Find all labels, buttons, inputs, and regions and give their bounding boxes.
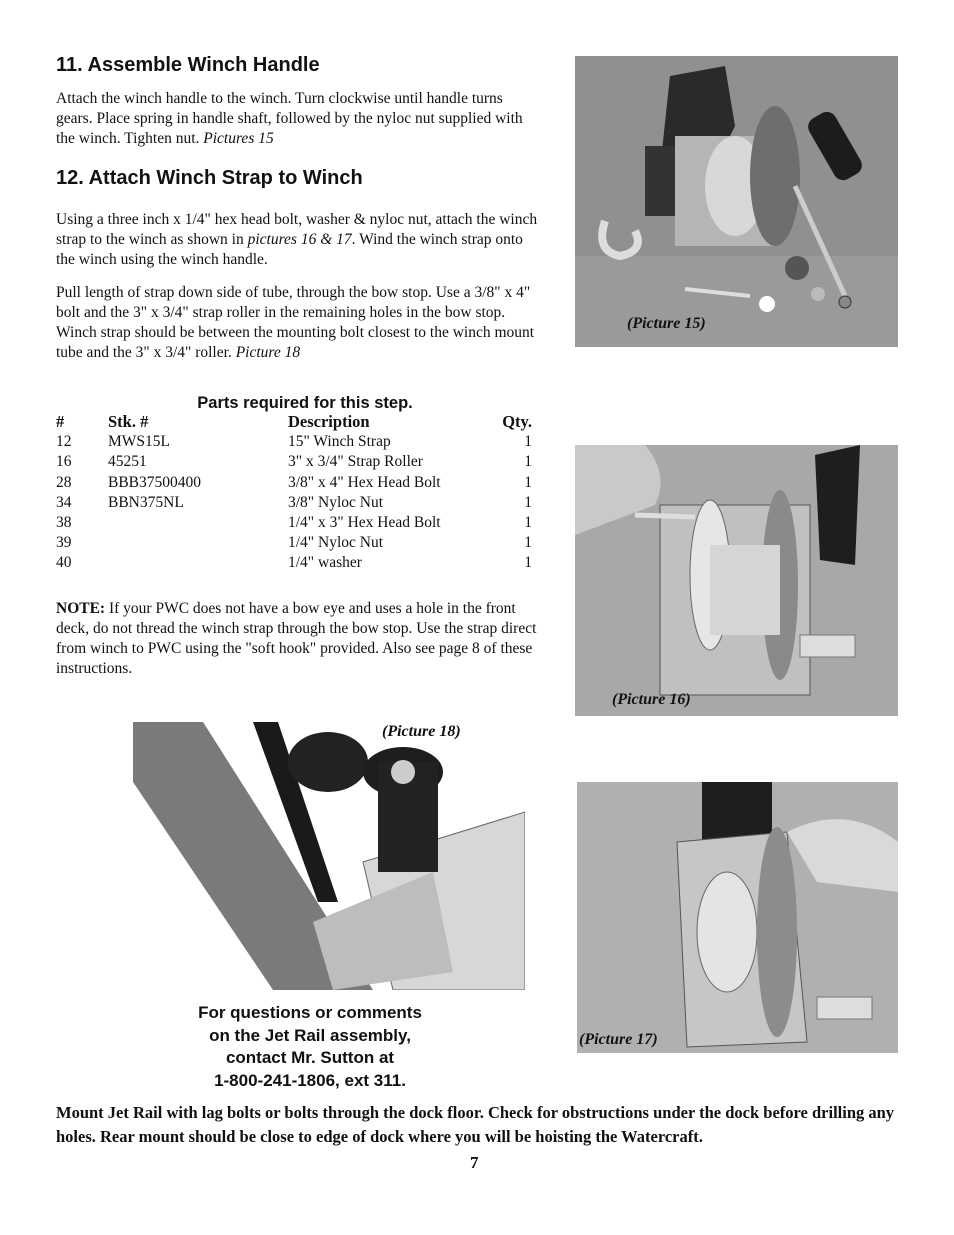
stock-number-cell: MWS15L [108,433,170,451]
part-number-cell: 34 [56,493,72,511]
part-number-cell: 39 [56,534,72,552]
part-number-cell: 16 [56,453,72,471]
description-cell: 3" x 3/4" Strap Roller [288,453,423,471]
col-header-description: Description [288,412,370,432]
picture-18-caption: (Picture 18) [382,723,461,740]
bow-stop-roller-image [133,722,525,990]
table-row [56,452,532,472]
description-cell: 1/4" x 3" Hex Head Bolt [288,514,441,532]
section-12-paragraph-2: Pull length of strap down side of tube, through the bow stop. Use a 3/8" x 4" bolt and the 3" x 3/4" strap roller in the remaining holes in the bow stop. Winch strap should be between the mounting bolt closest to the winch mount tube and the 3" x 3/4" roller. Picture 18 [56,284,535,361]
table-row [56,493,532,513]
stock-number-cell [108,553,288,573]
stock-number-cell: 45251 [108,453,147,471]
col-header-qty: Qty. [502,412,532,432]
page-number: 7 [470,1153,479,1172]
winch-strap-wound-image [577,782,898,1053]
picture-17-caption: (Picture 17) [579,1031,658,1048]
section-11-ref: Pictures 15 [203,130,274,147]
part-number-cell: 12 [56,433,72,451]
picture-17-photo [577,782,898,1053]
contact-block [140,1002,480,1092]
picture-15-caption: (Picture 15) [627,315,706,332]
col-header-stock: Stk. # [108,412,149,432]
part-number-cell: 28 [56,473,72,491]
picture-16-photo [575,445,898,716]
table-row [56,513,532,533]
description-cell: 15" Winch Strap [288,433,391,451]
description-cell: 1/4" washer [288,554,362,572]
qty-cell: 1 [524,493,532,511]
section-12-paragraph-1: Using a three inch x 1/4" hex head bolt, washer & nyloc nut, attach the winch strap to the winch as shown in pictures 16 & 17. Wind the winch strap onto the winch using the winch handle. [56,211,538,268]
part-number-cell: 40 [56,554,72,572]
parts-table [56,412,532,574]
winch-bolt-install-image [575,445,898,716]
qty-cell: 1 [524,453,532,471]
parts-header-row [56,412,532,432]
section-11-heading: 11. Assemble Winch Handle [56,54,320,76]
description-cell: 3/8" x 4" Hex Head Bolt [288,473,441,491]
table-row [56,432,532,452]
note-label: NOTE: [56,600,106,617]
qty-cell: 1 [524,514,532,532]
qty-cell: 1 [524,433,532,451]
stock-number-cell: BBN375NL [108,493,184,511]
description-cell: 3/8" Nyloc Nut [288,493,384,511]
contact-line-3: contact Mr. Sutton at [225,1048,395,1067]
qty-cell: 1 [524,534,532,552]
col-header-number: # [56,412,65,432]
stock-number-cell [108,513,288,533]
parts-title: Parts required for this step. [197,394,413,412]
table-row [56,473,532,493]
section-12-heading: 12. Attach Winch Strap to Winch [56,167,363,189]
picture-16-caption: (Picture 16) [612,691,691,708]
stock-number-cell: BBB37500400 [108,473,202,491]
description-cell: 1/4" Nyloc Nut [288,534,384,552]
mounting-instructions: Mount Jet Rail with lag bolts or bolts through the dock floor. Check for obstructions under the dock before drilling any holes. Rear mount should be close to edge of dock where you will be hoisting the Watercraft. [56,1103,895,1146]
picture-15-photo [575,56,898,347]
picture-18-photo [133,722,525,990]
part-number-cell: 38 [56,514,72,532]
qty-cell: 1 [524,473,532,491]
table-row [56,533,532,553]
winch-assembly-image [575,56,898,347]
section-11-text: Attach the winch handle to the winch. Turn clockwise until handle turns gears. Place spring in handle shaft, followed by the nyloc nut supplied with the winch. Tighten nut. Pictures 15 [56,90,523,147]
note-paragraph: NOTE: If your PWC does not have a bow eye and uses a hole in the front deck, do not thread the winch strap through the bow stop. Use the strap direct from winch to PWC using the "soft hook" provided. Also see page 8 of these instructions. [56,600,537,677]
qty-cell: 1 [524,554,532,572]
contact-phone: 1-800-241-1806, ext 311. [214,1070,406,1090]
contact-line-1: For questions or comments [198,1003,422,1022]
stock-number-cell [108,533,288,553]
contact-line-2: on the Jet Rail assembly, [209,1025,411,1045]
table-row [56,553,532,573]
